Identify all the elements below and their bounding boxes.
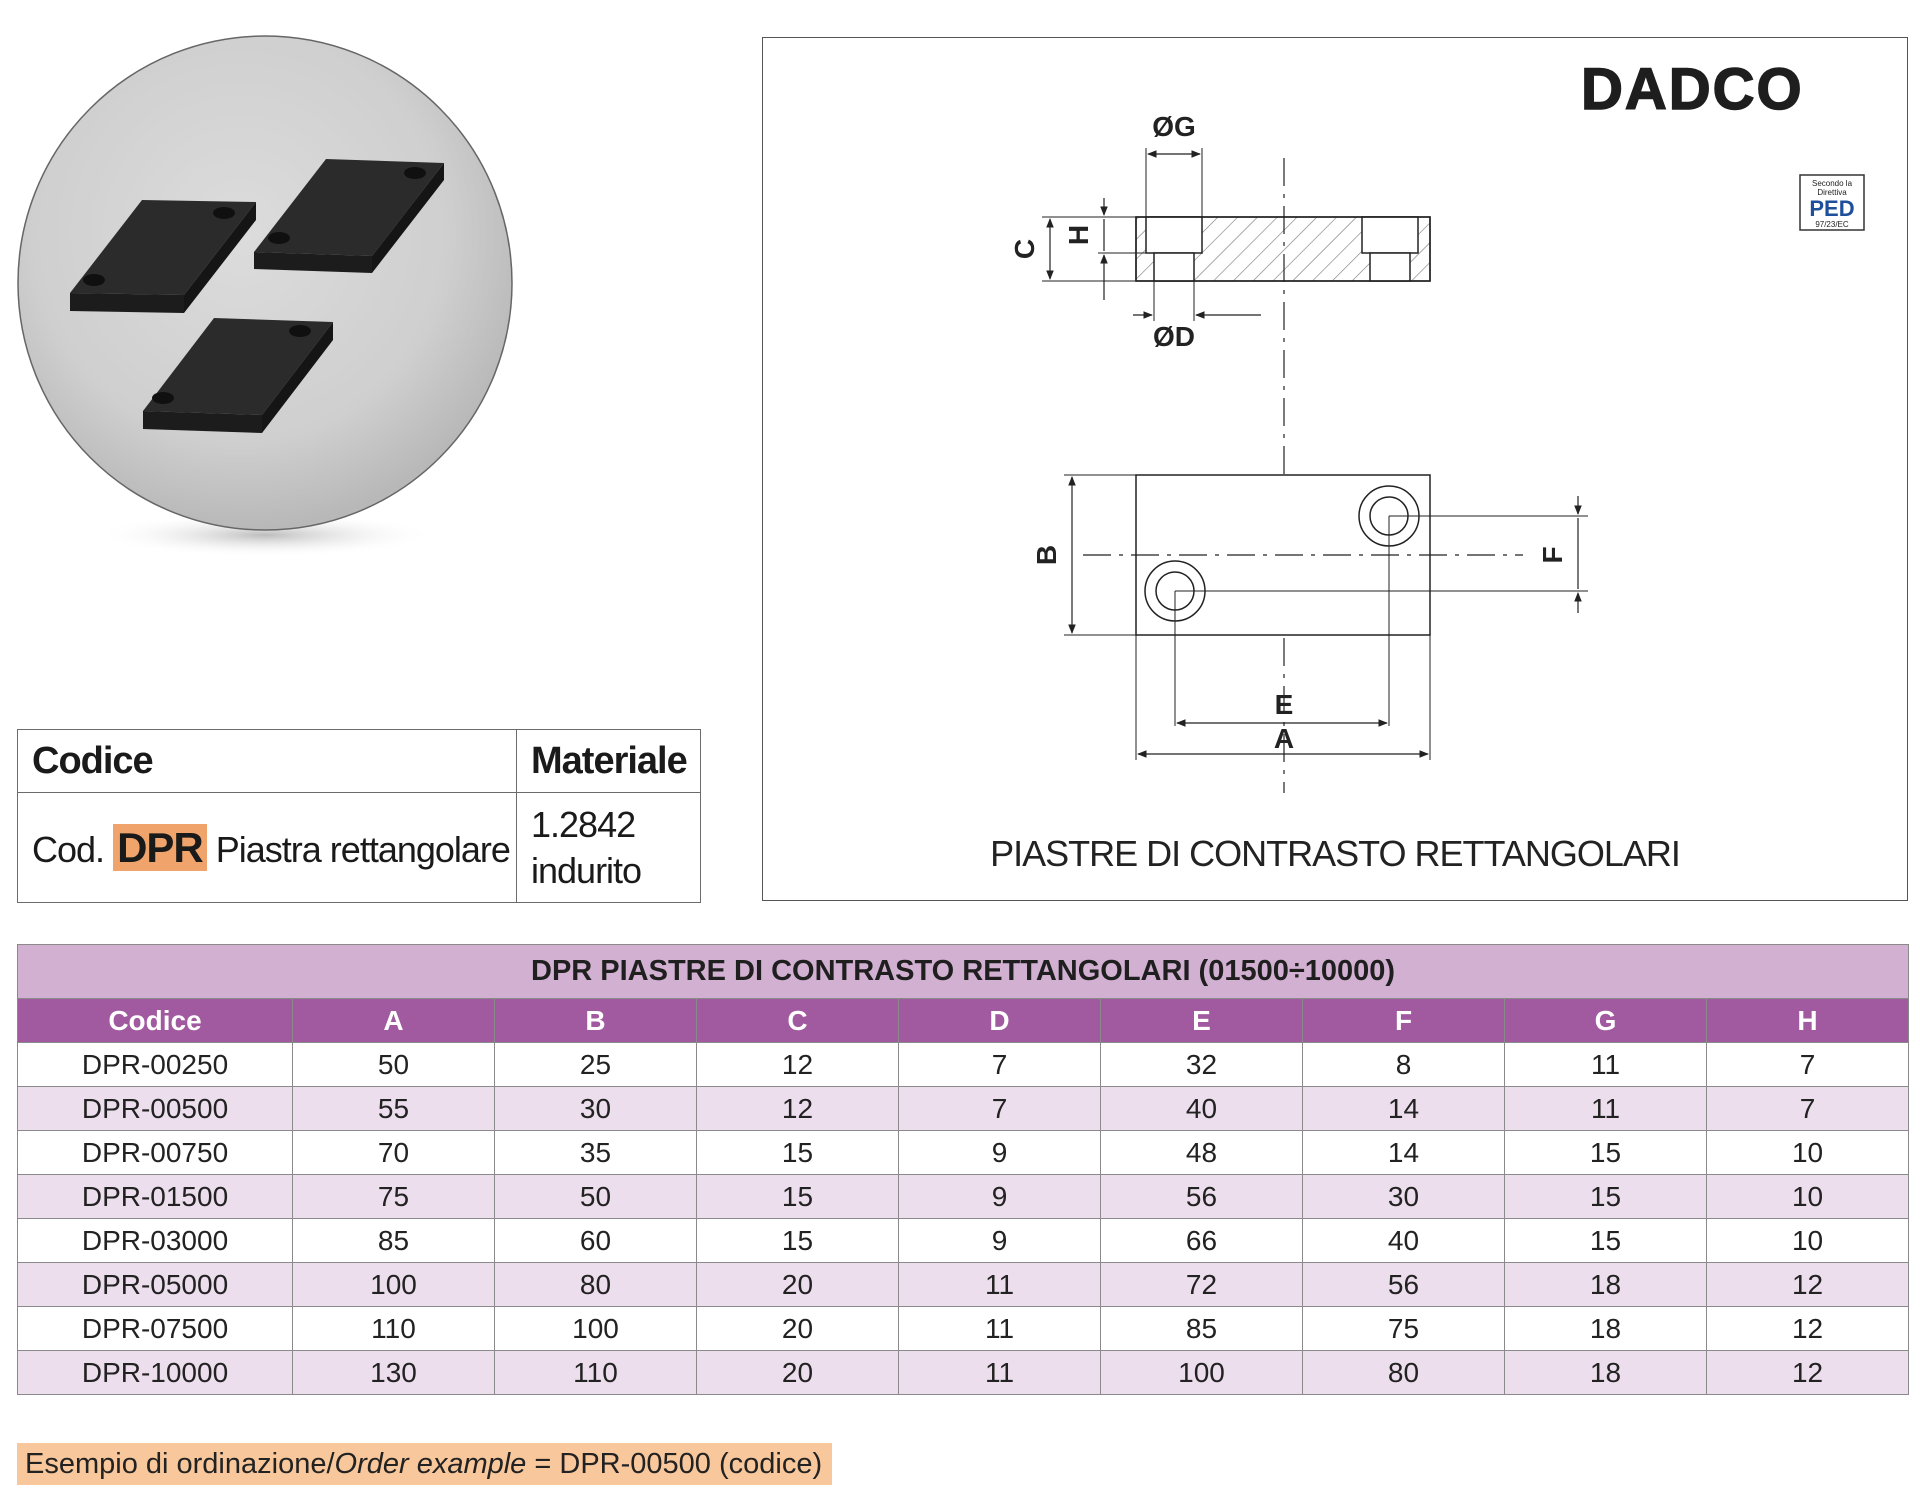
svg-text:97/23/EC: 97/23/EC [1815, 220, 1849, 229]
table-cell: 35 [495, 1131, 697, 1175]
material-grade: 1.2842 [531, 803, 636, 845]
ped-badge [1800, 175, 1864, 230]
table-cell: 18 [1505, 1263, 1707, 1307]
table-cell: 20 [697, 1263, 899, 1307]
table-cell: 12 [1707, 1307, 1909, 1351]
table-cell: 100 [495, 1307, 697, 1351]
table-row [18, 1263, 1909, 1307]
dim-label-c: C [1009, 238, 1040, 260]
table-row [18, 1043, 1909, 1087]
dim-label-b: B [1031, 544, 1062, 566]
table-cell: 11 [899, 1351, 1101, 1395]
table-cell: 80 [495, 1263, 697, 1307]
table-cell: 12 [1707, 1351, 1909, 1395]
order-value: DPR-00500 (codice) [559, 1448, 823, 1480]
table-cell: DPR-00250 [18, 1043, 293, 1087]
table-cell: 11 [1505, 1043, 1707, 1087]
table-row [18, 1087, 1909, 1131]
order-label-en: Order example [334, 1448, 527, 1480]
table-cell: 14 [1303, 1087, 1505, 1131]
order-equals: = [526, 1448, 560, 1480]
table-cell: 40 [1101, 1087, 1303, 1131]
table-cell: 15 [697, 1131, 899, 1175]
table-title: DPR PIASTRE DI CONTRASTO RETTANGOLARI (01500÷10000) [18, 945, 1909, 999]
table-cell: 20 [697, 1307, 899, 1351]
table-cell: 75 [1303, 1307, 1505, 1351]
table-cell: DPR-01500 [18, 1175, 293, 1219]
table-header-row [18, 999, 1909, 1043]
material-treatment: indurito [531, 849, 642, 891]
table-cell: 11 [1505, 1087, 1707, 1131]
table-cell: 11 [899, 1307, 1101, 1351]
table-cell: 15 [1505, 1219, 1707, 1263]
table-cell: 30 [1303, 1175, 1505, 1219]
product-description: Piastra rettangolare [215, 828, 510, 870]
table-cell: DPR-00750 [18, 1131, 293, 1175]
table-cell: 70 [293, 1131, 495, 1175]
column-header-h: H [1707, 999, 1909, 1043]
table-cell: 110 [495, 1351, 697, 1395]
section-view [1042, 148, 1430, 793]
table-cell: 100 [1101, 1351, 1303, 1395]
table-cell: 60 [495, 1219, 697, 1263]
table-cell: 110 [293, 1307, 495, 1351]
table-body [18, 1043, 1909, 1395]
svg-text:Secondo la: Secondo la [1811, 179, 1853, 188]
table-row [18, 1351, 1909, 1395]
table-cell: 56 [1101, 1175, 1303, 1219]
technical-drawing-panel [762, 37, 1908, 901]
table-cell: DPR-05000 [18, 1263, 293, 1307]
dim-label-g: ØG [1152, 111, 1196, 142]
table-cell: 15 [1505, 1131, 1707, 1175]
column-header-codice: Codice [18, 999, 293, 1043]
table-cell: 100 [293, 1263, 495, 1307]
table-cell: 7 [1707, 1043, 1909, 1087]
column-header-a: A [293, 999, 495, 1043]
table-cell: 85 [1101, 1307, 1303, 1351]
dpr-badge: DPR [113, 824, 207, 871]
table-cell: 18 [1505, 1351, 1707, 1395]
column-header-d: D [899, 999, 1101, 1043]
table-cell: 55 [293, 1087, 495, 1131]
dadco-logo: DADCO [1581, 57, 1804, 122]
order-label-it: Esempio di ordinazione/ [25, 1448, 335, 1480]
column-header-e: E [1101, 999, 1303, 1043]
table-cell: 15 [697, 1175, 899, 1219]
table-cell: 12 [697, 1043, 899, 1087]
table-cell: 85 [293, 1219, 495, 1263]
code-prefix: Cod. [32, 828, 105, 870]
table-cell: 66 [1101, 1219, 1303, 1263]
table-cell: 10 [1707, 1175, 1909, 1219]
table-cell: 25 [495, 1043, 697, 1087]
table-cell: DPR-03000 [18, 1219, 293, 1263]
table-cell: 9 [899, 1219, 1101, 1263]
code-header: Codice [18, 730, 517, 793]
table-cell: DPR-00500 [18, 1087, 293, 1131]
table-cell: 7 [899, 1043, 1101, 1087]
code-cell [18, 793, 517, 903]
table-row [18, 1175, 1909, 1219]
table-cell: DPR-10000 [18, 1351, 293, 1395]
table-cell: 72 [1101, 1263, 1303, 1307]
material-table [17, 729, 701, 903]
table-cell: 12 [1707, 1263, 1909, 1307]
table-cell: 15 [697, 1219, 899, 1263]
table-cell: 8 [1303, 1043, 1505, 1087]
table-cell: 7 [1707, 1087, 1909, 1131]
table-cell: 130 [293, 1351, 495, 1395]
table-cell: 30 [495, 1087, 697, 1131]
table-row [18, 1131, 1909, 1175]
table-cell: DPR-07500 [18, 1307, 293, 1351]
order-example [17, 1443, 832, 1485]
material-cell [517, 793, 701, 903]
table-row [18, 1307, 1909, 1351]
product-photo [0, 0, 560, 620]
table-cell: 50 [495, 1175, 697, 1219]
column-header-c: C [697, 999, 899, 1043]
dim-label-a: A [1273, 723, 1295, 754]
table-cell: 12 [697, 1087, 899, 1131]
material-header: Materiale [517, 730, 701, 793]
table-cell: 20 [697, 1351, 899, 1395]
table-cell: 50 [293, 1043, 495, 1087]
column-header-g: G [1505, 999, 1707, 1043]
dim-label-d: ØD [1153, 321, 1195, 352]
table-cell: 75 [293, 1175, 495, 1219]
table-cell: 48 [1101, 1131, 1303, 1175]
dim-label-h: H [1063, 224, 1094, 246]
dim-label-e: E [1274, 689, 1294, 720]
dimensions-table [17, 944, 1909, 1395]
table-cell: 40 [1303, 1219, 1505, 1263]
column-header-b: B [495, 999, 697, 1043]
table-cell: 9 [899, 1175, 1101, 1219]
table-cell: 14 [1303, 1131, 1505, 1175]
drawing-caption: PIASTRE DI CONTRASTO RETTANGOLARI [990, 833, 1680, 874]
plan-view [1064, 475, 1588, 760]
technical-drawing [763, 38, 1907, 900]
table-cell: 11 [899, 1263, 1101, 1307]
table-cell: 32 [1101, 1043, 1303, 1087]
table-cell: 10 [1707, 1219, 1909, 1263]
table-cell: 15 [1505, 1175, 1707, 1219]
dim-label-f: F [1537, 546, 1568, 564]
svg-text:PED: PED [1809, 196, 1855, 221]
table-cell: 56 [1303, 1263, 1505, 1307]
table-cell: 7 [899, 1087, 1101, 1131]
table-cell: 10 [1707, 1131, 1909, 1175]
table-cell: 18 [1505, 1307, 1707, 1351]
table-cell: 9 [899, 1131, 1101, 1175]
table-row [18, 1219, 1909, 1263]
table-cell: 80 [1303, 1351, 1505, 1395]
column-header-f: F [1303, 999, 1505, 1043]
svg-text:Direttiva: Direttiva [1817, 188, 1847, 197]
